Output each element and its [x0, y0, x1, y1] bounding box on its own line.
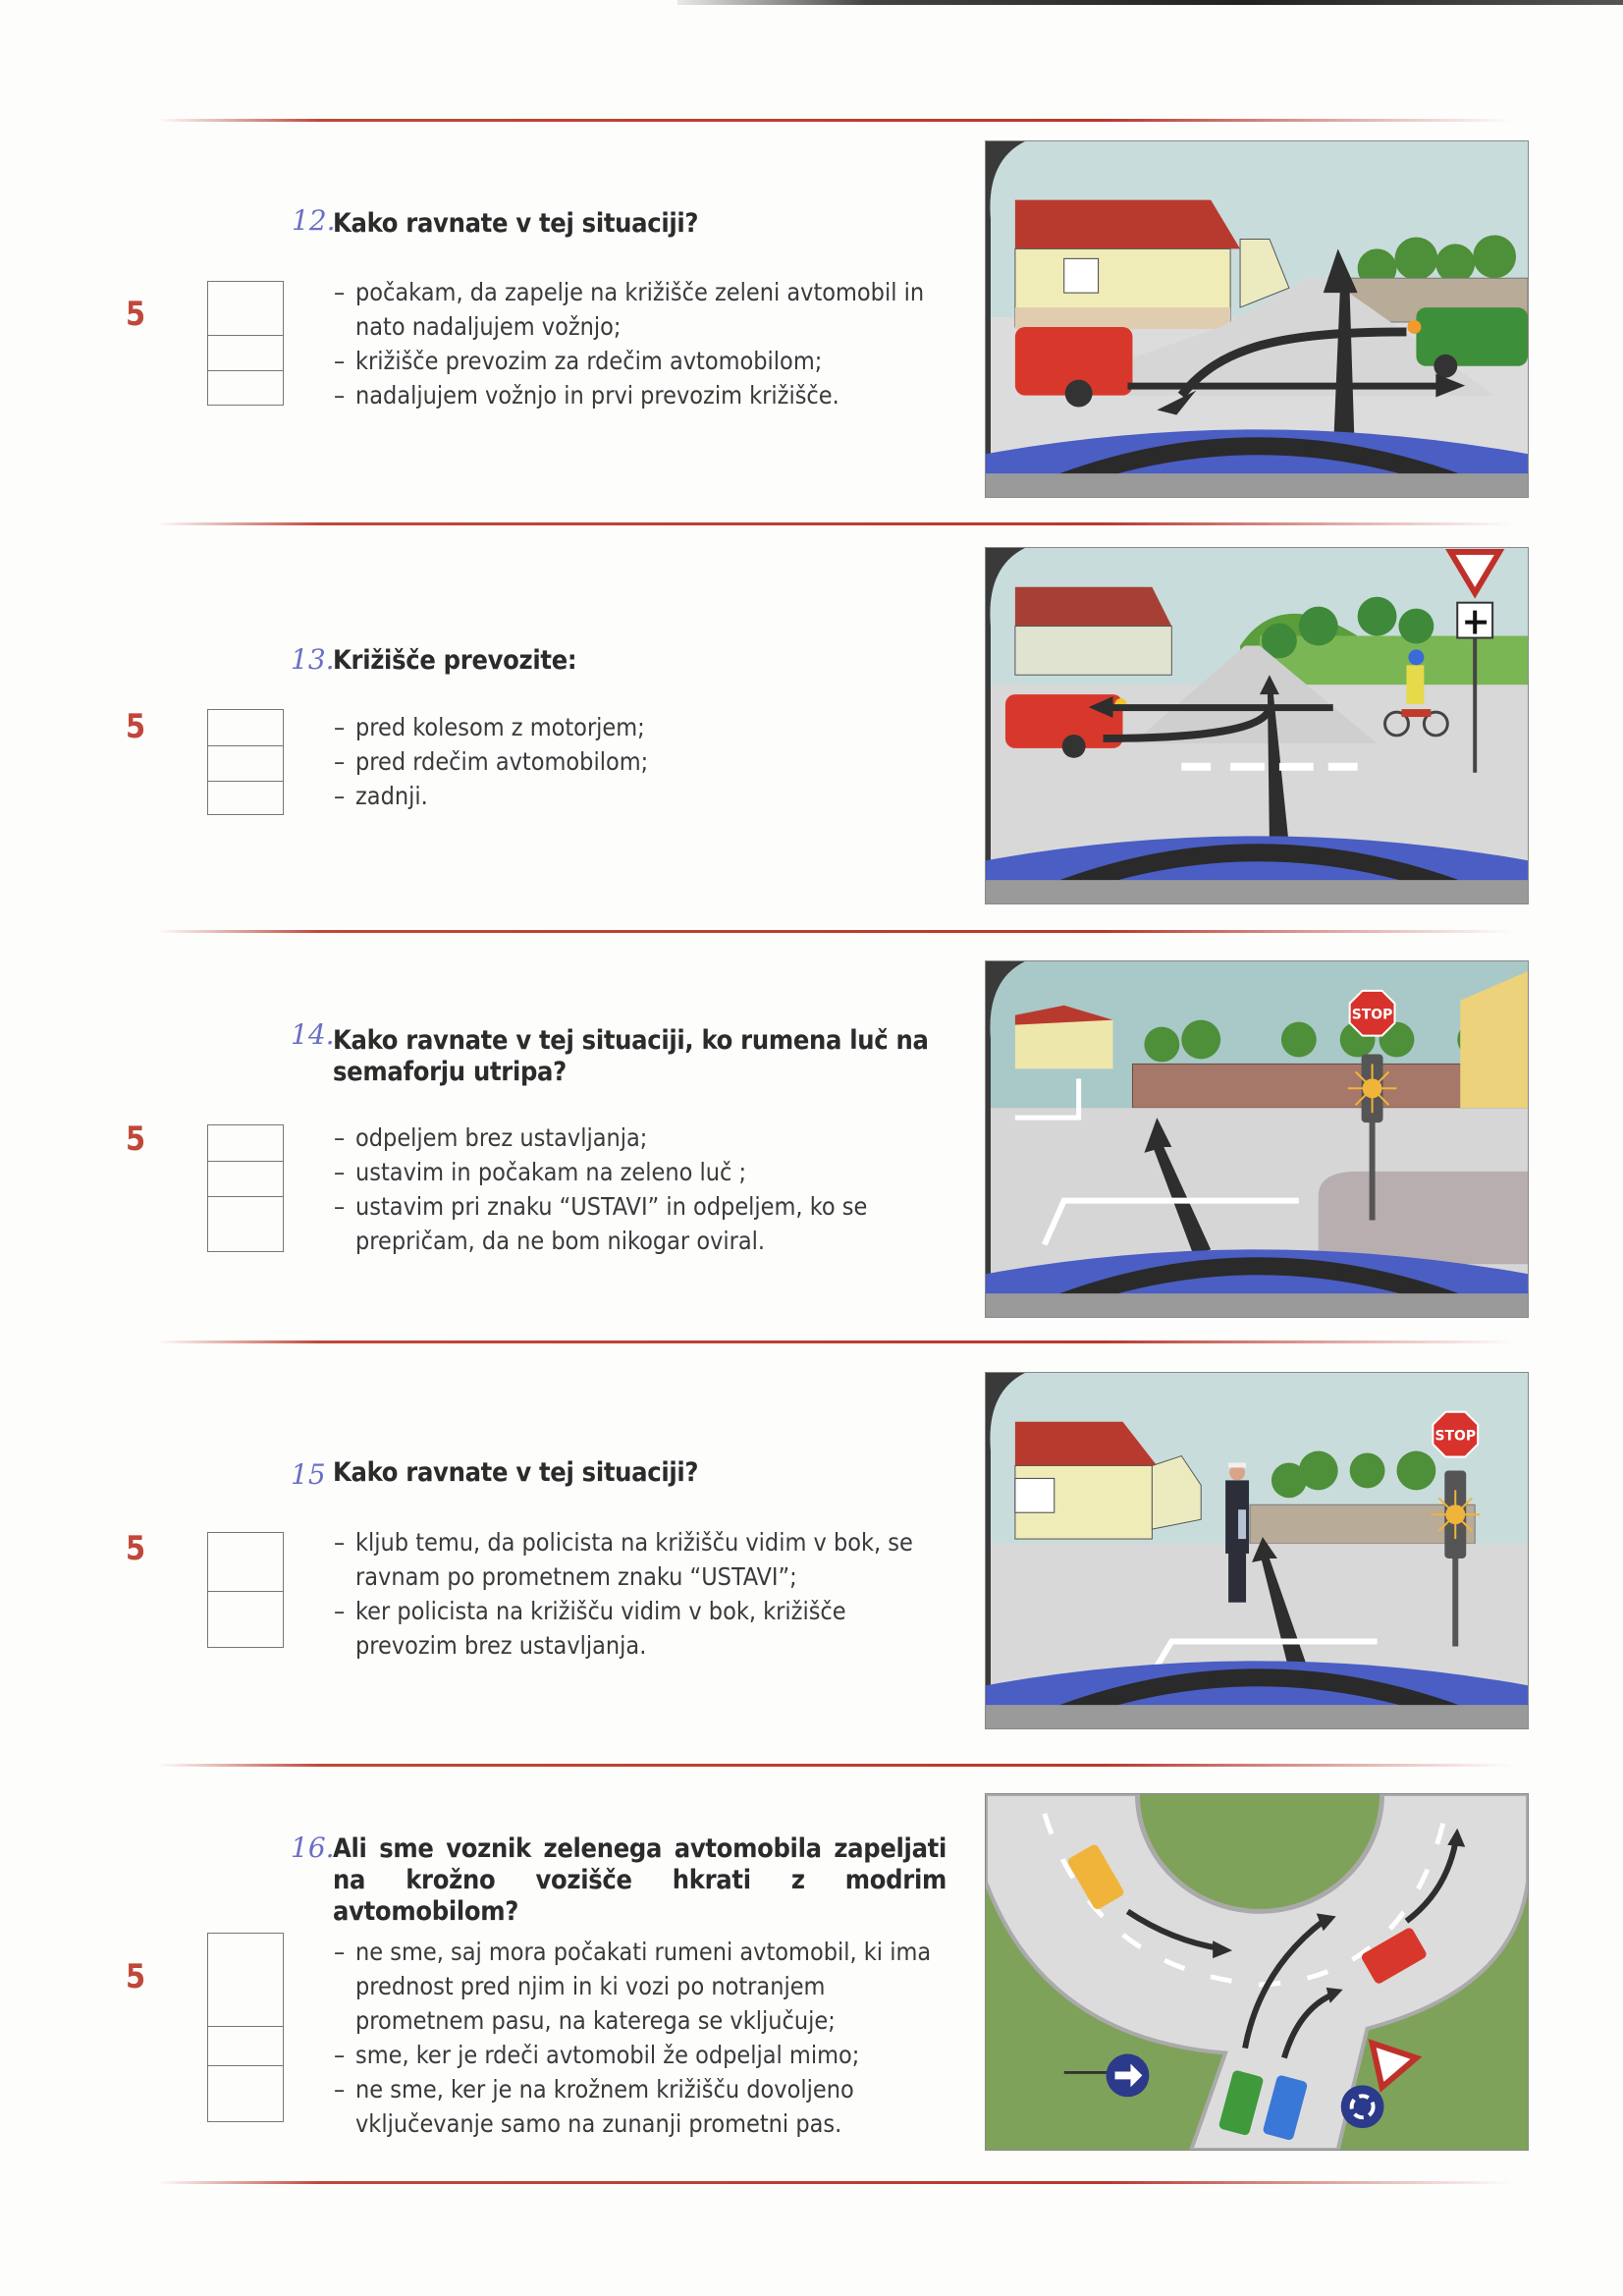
answer-option: – pred rdečim avtomobilom; [334, 744, 952, 779]
question-title: Križišče prevozite: [333, 645, 577, 676]
handwritten-question-number: 16. [291, 1831, 335, 1864]
points-label: 5 [126, 1120, 146, 1159]
traffic-illustration [985, 960, 1529, 1318]
window [1064, 258, 1099, 293]
stop-sign-label: STOP [1351, 1007, 1393, 1023]
answer-checkboxes [207, 1532, 284, 1648]
points-label: 5 [126, 1957, 146, 1996]
traffic-illustration [985, 140, 1529, 498]
answer-checkbox[interactable] [208, 710, 283, 745]
answer-option: – kljub temu, da policista na križišču vidim v bok, se ravnam po prometnem znaku “USTAVI”; [334, 1525, 952, 1594]
question-title: Kako ravnate v tej situaciji, ko rumena luč na semaforju utripa? [333, 1025, 929, 1087]
answer-checkbox[interactable] [208, 370, 283, 404]
answer-list [334, 275, 952, 412]
handwritten-question-number: 15 [291, 1458, 326, 1491]
answer-checkbox[interactable] [208, 2065, 283, 2120]
green-car [1416, 307, 1528, 366]
answer-checkbox[interactable] [208, 1533, 283, 1591]
police-officer [1225, 1462, 1249, 1602]
answer-list [334, 710, 952, 813]
handwritten-question-number: 13. [291, 643, 335, 676]
scan-artifact [677, 0, 1623, 5]
answer-option: – pred kolesom z motorjem; [334, 710, 952, 744]
answer-option: – sme, ker je rdeči avtomobil že odpeljal mimo; [334, 2038, 952, 2072]
section-divider [157, 1340, 1512, 1343]
traffic-illustration [985, 547, 1529, 904]
points-label: 5 [126, 1529, 146, 1568]
answer-checkboxes [207, 709, 284, 815]
answer-list [334, 1935, 952, 2141]
section-divider [157, 930, 1512, 933]
handwritten-question-number: 12. [292, 204, 336, 237]
answer-checkboxes [207, 1933, 284, 2122]
question-title: Kako ravnate v tej situaciji? [333, 1457, 699, 1488]
section-divider [157, 119, 1512, 122]
answer-checkbox[interactable] [208, 781, 283, 813]
answer-checkboxes [207, 1124, 284, 1252]
points-label: 5 [126, 295, 146, 334]
answer-checkbox[interactable] [208, 1196, 283, 1250]
traffic-illustration [985, 1372, 1529, 1729]
answer-option: – počakam, da zapelje na križišče zeleni avtomobil in nato nadaljujem vožnjo; [334, 275, 952, 344]
answer-checkbox[interactable] [208, 745, 283, 781]
question-title: Kako ravnate v tej situaciji? [333, 208, 699, 239]
handwritten-question-number: 14. [291, 1018, 335, 1051]
answer-option: – ustavim in počakam na zeleno luč ; [334, 1155, 952, 1189]
answer-option: – ne sme, ker je na krožnem križišču dovoljeno vključevanje samo na zunanji prometni pas. [334, 2072, 952, 2141]
question-title: Ali sme voznik zelenega avtomobila zapeljati na krožno vozišče hkrati z modrim avtomobilom? [333, 1833, 947, 1927]
answer-option: – zadnji. [334, 779, 952, 813]
answer-checkbox[interactable] [208, 282, 283, 335]
section-divider [157, 2181, 1512, 2184]
roundabout-illustration [985, 1793, 1529, 2151]
answer-option: – nadaljujem vožnjo in prvi prevozim križišče. [334, 378, 952, 412]
section-divider [157, 522, 1512, 525]
answer-checkbox[interactable] [208, 1161, 283, 1196]
answer-checkbox[interactable] [208, 335, 283, 370]
roundabout-sign [1341, 2085, 1384, 2128]
answer-option: – odpeljem brez ustavljanja; [334, 1121, 952, 1155]
answer-option: – ker policista na križišču vidim v bok, križišče prevozim brez ustavljanja. [334, 1594, 952, 1663]
answer-option: – križišče prevozim za rdečim avtomobilom; [334, 344, 952, 378]
answer-list [334, 1121, 952, 1258]
answer-checkbox[interactable] [208, 1591, 283, 1646]
answer-checkbox[interactable] [208, 1125, 283, 1161]
answer-checkbox[interactable] [208, 1934, 283, 2026]
answer-checkboxes [207, 281, 284, 406]
answer-list [334, 1525, 952, 1663]
answer-checkbox[interactable] [208, 2026, 283, 2065]
section-divider [157, 1764, 1512, 1767]
answer-option: – ustavim pri znaku “USTAVI” in odpeljem, ko se prepričam, da ne bom nikogar oviral. [334, 1189, 952, 1258]
stop-sign-label: STOP [1434, 1428, 1477, 1445]
answer-option: – ne sme, saj mora počakati rumeni avtomobil, ki ima prednost pred njim in ki vozi po notranjem prometnem pasu, na katerega se vključuje; [334, 1935, 952, 2038]
points-label: 5 [126, 707, 146, 746]
